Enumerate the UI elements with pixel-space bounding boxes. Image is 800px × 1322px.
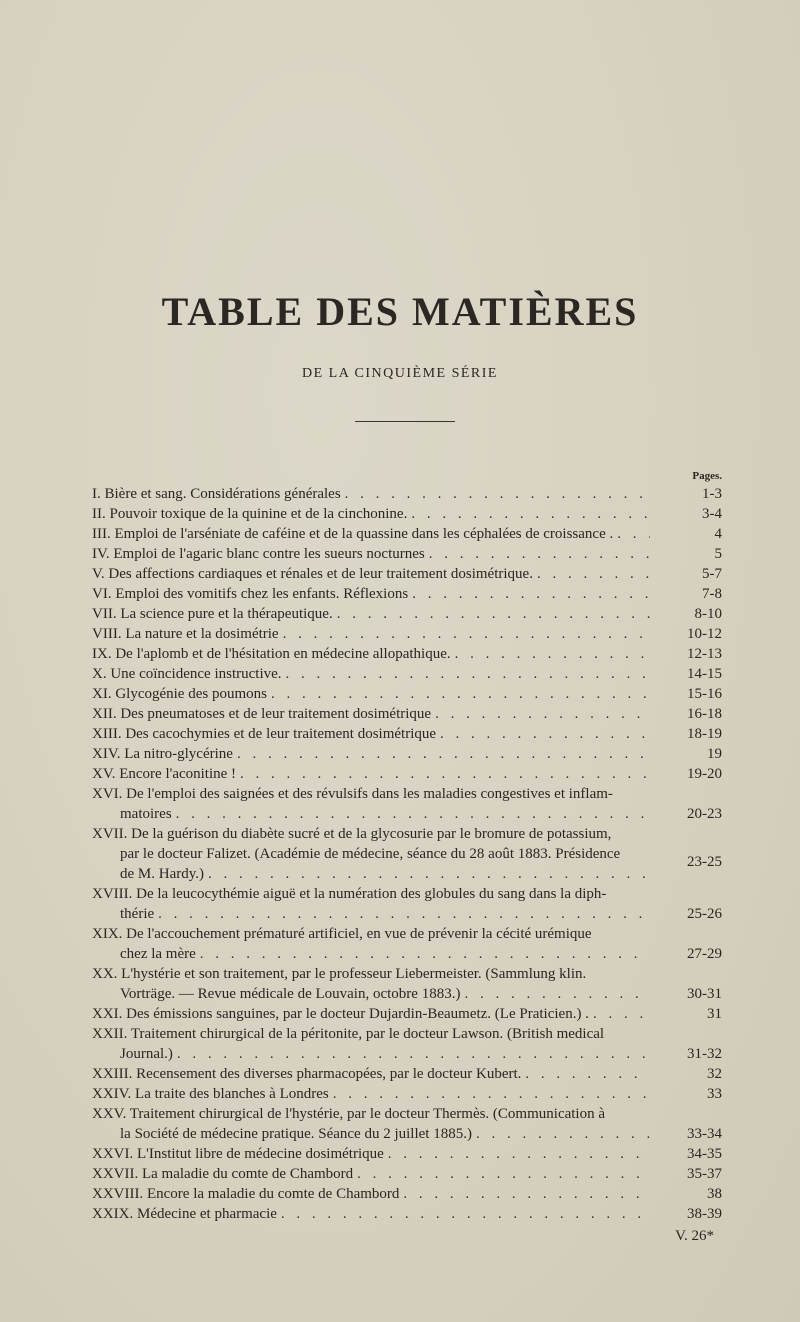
toc-entry-line [92,484,722,504]
toc-entry-line [92,1084,722,1104]
toc-entry [92,644,722,664]
toc-entry-line [92,1044,722,1064]
toc-entry-text: VI. Emploi des vomitifs chez les enfants. Réflexions [92,586,409,602]
toc-entry-line [92,964,722,984]
toc-entry-pages: 10-12 [687,626,722,642]
toc-entry-text: IV. Emploi de l'agaric blanc contre les sueurs nocturnes [92,546,425,562]
dot-leader [455,644,650,664]
toc-entry-pages: 16-18 [687,706,722,722]
toc-entry-text: par le docteur Falizet. (Académie de médecine, séance du 28 août 1883. Présidence [120,846,621,862]
toc-entry-pages: 14-15 [687,666,722,682]
toc-entry-text: XXIX. Médecine et pharmacie [92,1206,277,1222]
toc-entry-line [92,884,722,904]
toc-entry [92,1084,722,1104]
dot-leader [429,544,650,564]
toc-entry [92,1164,722,1184]
dot-leader [617,524,650,544]
dot-leader [357,1164,650,1184]
toc-entry [92,824,722,884]
toc-entry-line [92,1104,722,1124]
dot-leader [237,744,650,764]
toc-entry-text: I. Bière et sang. Considérations générales [92,486,341,502]
toc-entry-text: III. Emploi de l'arséniate de caféine et de la quassine dans les céphalées de croissance . [92,526,614,542]
toc-entry [92,784,722,824]
toc-entry-line [92,664,722,684]
toc-entry [92,764,722,784]
toc-entry-line [92,1144,722,1164]
dot-leader [176,804,650,824]
toc-entry [92,1024,722,1064]
toc-entry-text: XI. Glycogénie des poumons [92,686,267,702]
toc-entry-pages: 30-31 [687,986,722,1002]
toc-entry-line [92,944,722,964]
toc-entry-pages: 34-35 [687,1146,722,1162]
toc-entry-pages: 20-23 [687,806,722,822]
signature-mark: V. 26* [675,1228,714,1244]
dot-leader [476,1124,650,1144]
toc-entry-line [92,1064,722,1084]
dot-leader [283,624,650,644]
dot-leader [537,564,650,584]
toc-entry-pages: 33-34 [687,1126,722,1142]
dot-leader [337,604,650,624]
toc-entry-pages: 31-32 [687,1046,722,1062]
toc-entry-pages: 33 [707,1086,722,1102]
toc-entry-text: XVI. De l'emploi des saignées et des révulsifs dans les maladies congestives et inflam- [92,786,613,802]
dot-leader [412,584,650,604]
toc-entry-text: XV. Encore l'aconitine ! [92,766,237,782]
toc-entry-text: matoires [120,806,172,822]
toc-entry-line [92,1204,722,1224]
toc-entry [92,544,722,564]
title-divider [355,421,455,422]
toc-entry-line [92,904,722,924]
toc-entry-pages: 25-26 [687,906,722,922]
toc-entry-pages: 18-19 [687,726,722,742]
toc-entry-text: XXVII. La maladie du comte de Chambord [92,1166,354,1182]
toc-entry-text: XIX. De l'accouchement prématuré artificiel, en vue de prévenir la cécité urémique [92,926,592,942]
toc-entry-line [92,1164,722,1184]
toc-entry-line [92,784,722,804]
toc-entry-pages: 8-10 [694,606,722,622]
toc-entry-text: X. Une coïncidence instructive. [92,666,282,682]
toc-entry [92,1064,722,1084]
dot-leader [158,904,650,924]
toc-entry-pages: 32 [707,1066,722,1082]
toc-entry-line [92,704,722,724]
toc-entry-text: XXV. Traitement chirurgical de l'hystérie, par le docteur Thermès. (Communication à [92,1106,605,1122]
toc-entry-pages: 38 [707,1186,722,1202]
toc-entry [92,504,722,524]
dot-leader [271,684,650,704]
toc-entry [92,964,722,1004]
toc-entry-text: II. Pouvoir toxique de la quinine et de la cinchonine. [92,506,408,522]
toc-entry-text: XVII. De la guérison du diabète sucré et de la glycosurie par le bromure de potassium, [92,826,612,842]
toc-entry-text: XXI. Des émissions sanguines, par le docteur Dujardin-Beaumetz. (Le Praticien.) . [92,1006,589,1022]
toc-entry-text: thérie [120,906,155,922]
toc-entry-text: IX. De l'aplomb et de l'hésitation en médecine allopathique. [92,646,451,662]
table-of-contents [92,484,722,1224]
toc-entry-line [92,844,722,864]
toc-entry-text: VII. La science pure et la thérapeutique. [92,606,333,622]
toc-entry [92,924,722,964]
toc-entry-pages: 5-7 [702,566,722,582]
toc-entry [92,584,722,604]
toc-entry [92,1204,722,1224]
dot-leader [440,724,650,744]
toc-entry-text: XVIII. De la leucocythémie aiguë et la numération des globules du sang dans la diph- [92,886,607,902]
toc-entry-pages: 19-20 [687,766,722,782]
toc-entry-text: XII. Des pneumatoses et de leur traitement dosimétrique [92,706,432,722]
dot-leader [345,484,650,504]
toc-entry-line [92,504,722,524]
toc-entry-line [92,604,722,624]
pages-column-header: Pages. [692,470,722,482]
toc-entry-line [92,984,722,1004]
toc-entry-pages: 35-37 [687,1166,722,1182]
toc-entry-pages: 31 [707,1006,722,1022]
toc-entry-line [92,724,722,744]
toc-entry-line [92,684,722,704]
toc-entry-line [92,1024,722,1044]
toc-entry-line [92,1004,722,1024]
toc-entry-line [92,624,722,644]
toc-entry-text: V. Des affections cardiaques et rénales et de leur traitement dosimétrique. [92,566,533,582]
toc-entry-text: XIII. Des cacochymies et de leur traitement dosimétrique [92,726,437,742]
toc-entry [92,564,722,584]
toc-entry-line [92,564,722,584]
toc-entry-text: de M. Hardy.) [120,866,205,882]
toc-entry-pages: 15-16 [687,686,722,702]
toc-entry-pages: 19 [707,746,722,762]
toc-entry-text: XXII. Traitement chirurgical de la péritonite, par le docteur Lawson. (British medical [92,1026,605,1042]
toc-entry-pages: 27-29 [687,946,722,962]
dot-leader [403,1184,650,1204]
toc-entry [92,1184,722,1204]
toc-entry [92,1004,722,1024]
toc-entry-line [92,544,722,564]
toc-entry-pages: 3-4 [702,506,722,522]
dot-leader [281,1204,650,1224]
dot-leader [525,1064,650,1084]
dot-leader [593,1004,650,1024]
toc-entry-line [92,824,722,844]
dot-leader [208,864,650,884]
dot-leader [240,764,650,784]
toc-entry-text: XXIV. La traite des blanches à Londres [92,1086,329,1102]
toc-entry-line [92,764,722,784]
toc-entry-pages: 12-13 [687,646,722,662]
toc-entry-line [92,584,722,604]
toc-entry-pages: 38-39 [687,1206,722,1222]
toc-entry [92,884,722,924]
page-title: TABLE DES MATIÈRES [161,289,639,334]
toc-entry-text: XXVIII. Encore la maladie du comte de Chambord [92,1186,400,1202]
toc-entry [92,704,722,724]
dot-leader [464,984,650,1004]
toc-entry [92,724,722,744]
dot-leader [333,1084,650,1104]
dot-leader [177,1044,650,1064]
toc-entry [92,744,722,764]
toc-entry-pages: 23-25 [687,854,722,870]
dot-leader [200,944,650,964]
toc-entry-line [92,924,722,944]
toc-entry-text: Journal.) [120,1046,173,1062]
dot-leader [411,504,650,524]
toc-entry-text: XXIII. Recensement des diverses pharmacopées, par le docteur Kubert. [92,1066,522,1082]
toc-entry [92,624,722,644]
toc-entry [92,664,722,684]
toc-entry-text: XX. L'hystérie et son traitement, par le professeur Liebermeister. (Sammlung klin. [92,966,587,982]
toc-entry [92,684,722,704]
dot-leader [388,1144,650,1164]
toc-entry [92,484,722,504]
toc-entry [92,604,722,624]
toc-entry-text: Vorträge. — Revue médicale de Louvain, octobre 1883.) [120,986,461,1002]
dot-leader [286,664,650,684]
toc-entry-line [92,864,722,884]
toc-entry-text: chez la mère [120,946,196,962]
toc-entry-text: VIII. La nature et la dosimétrie [92,626,279,642]
toc-entry [92,1104,722,1144]
toc-entry-pages: 7-8 [702,586,722,602]
toc-entry-pages: 5 [714,546,722,562]
page-subtitle: DE LA CINQUIÈME SÉRIE [302,366,498,381]
toc-entry-line [92,1124,722,1144]
toc-entry [92,1144,722,1164]
toc-entry-line [92,804,722,824]
toc-entry-line [92,1184,722,1204]
toc-entry-line [92,644,722,664]
toc-entry-text: la Société de médecine pratique. Séance du 2 juillet 1885.) [120,1126,472,1142]
toc-entry-text: XXVI. L'Institut libre de médecine dosimétrique [92,1146,384,1162]
toc-entry-pages: 4 [714,526,722,542]
toc-entry-pages: 1-3 [702,486,722,502]
toc-entry [92,524,722,544]
dot-leader [435,704,650,724]
toc-entry-line [92,524,722,544]
toc-entry-line [92,744,722,764]
toc-entry-text: XIV. La nitro-glycérine [92,746,233,762]
